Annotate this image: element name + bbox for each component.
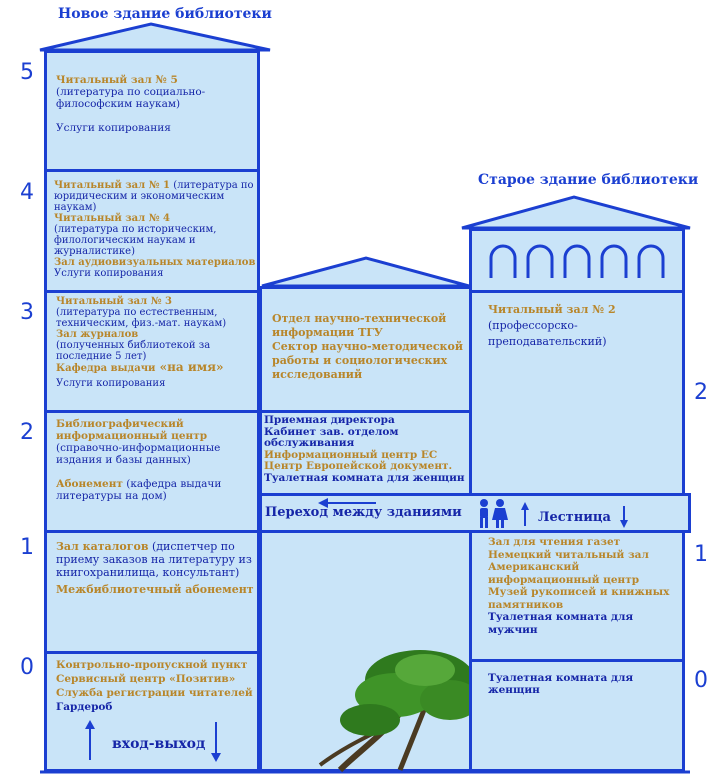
arrow-down-icon bbox=[620, 520, 628, 528]
copy-service-3[interactable]: Услуги копирования bbox=[56, 378, 166, 389]
reading-hall-2-desc: (профессорско-преподавательский) bbox=[488, 319, 607, 348]
window-icon bbox=[491, 246, 515, 278]
dept-named[interactable]: Кафедра выдачи bbox=[56, 363, 156, 374]
manuscript-museum[interactable]: Музей рукописей и книжных памятников bbox=[488, 586, 670, 611]
biblio-center[interactable]: Библиографический информационный центр bbox=[56, 418, 208, 442]
subscription[interactable]: Абонемент bbox=[56, 478, 123, 490]
entry-exit[interactable]: вход-выход bbox=[112, 736, 206, 752]
arrow-up-icon bbox=[521, 502, 529, 510]
tree-illustration bbox=[300, 640, 480, 775]
interlibrary[interactable]: Межбиблиотечный абонемент bbox=[56, 583, 254, 596]
floor3-text bbox=[56, 296, 256, 389]
newspaper-hall[interactable]: Зал для чтения газет bbox=[488, 536, 621, 548]
old-floor-label-1: 1 bbox=[694, 542, 708, 567]
info-dept[interactable]: Отдел научно-технической информации ТГУ bbox=[272, 312, 447, 339]
dept-named-b: «на имя» bbox=[155, 360, 224, 374]
head-office[interactable]: Кабинет зав. отделом обслуживания bbox=[264, 425, 399, 449]
eu-center[interactable]: Информационный центр ЕС bbox=[264, 448, 438, 461]
men-toilet[interactable]: Туалетная комната для мужчин bbox=[488, 611, 634, 636]
window-icon bbox=[639, 246, 663, 278]
window-icon bbox=[602, 246, 626, 278]
new-building-roof bbox=[40, 24, 270, 50]
biblio-center-desc: (справочно-информационные издания и базы данных) bbox=[56, 442, 221, 466]
research-sector[interactable]: Сектор научно-методической работы и социологических исследований bbox=[272, 340, 463, 381]
old-building-title: Старое здание библиотеки bbox=[478, 172, 699, 188]
wardrobe[interactable]: Гардероб bbox=[56, 701, 113, 713]
checkpoint[interactable]: Контрольно-пропускной пункт bbox=[56, 659, 248, 671]
floor-label-5: 5 bbox=[20, 60, 34, 85]
reading-hall-4[interactable]: Читальный зал № 4 bbox=[54, 213, 171, 224]
arrow-up-icon bbox=[85, 720, 95, 729]
reading-hall-3-desc: (литература по естественным, техническим, физ.-мат. наукам) bbox=[56, 307, 227, 329]
middle-floor2-text bbox=[264, 415, 470, 484]
reading-hall-3[interactable]: Читальный зал № 3 bbox=[56, 296, 173, 307]
catalog-hall[interactable]: Зал каталогов bbox=[56, 540, 149, 553]
journals-hall-desc: (полученных библиотекой за последние 5 лет) bbox=[56, 340, 211, 362]
floor2-text bbox=[56, 418, 256, 502]
people-icon bbox=[480, 499, 508, 528]
catalog-hall-desc: (диспетчер по приему заказов на литературу из книгохранилища, консультант) bbox=[56, 540, 252, 579]
reading-hall-4-desc: (литература по историческим, филологическим наукам и журналистике) bbox=[54, 224, 217, 257]
attic-windows bbox=[488, 240, 668, 280]
window-icon bbox=[528, 246, 552, 278]
subscription-desc: (кафедра выдачи литературы на дом) bbox=[56, 478, 222, 502]
middle-floor3-text bbox=[272, 312, 468, 382]
middle-roof bbox=[262, 258, 469, 286]
floor-label-4: 4 bbox=[20, 180, 34, 205]
floor-label-3: 3 bbox=[20, 300, 34, 325]
new-building-title: Новое здание библиотеки bbox=[58, 6, 272, 22]
old-floor1-text bbox=[488, 536, 684, 636]
window-icon bbox=[565, 246, 589, 278]
copy-service-5[interactable]: Услуги копирования bbox=[56, 122, 171, 134]
old-floor-label-2: 2 bbox=[694, 380, 708, 405]
old-building-roof bbox=[462, 197, 690, 228]
floor1-text bbox=[56, 540, 256, 596]
old-floor2-text bbox=[488, 302, 678, 350]
av-hall[interactable]: Зал аудиовизуальных материалов bbox=[54, 257, 256, 268]
women-toilet-old[interactable]: Туалетная комната для женщин bbox=[488, 672, 634, 696]
german-hall[interactable]: Немецкий читальный зал bbox=[488, 548, 649, 561]
old-floor-label-0: 0 bbox=[694, 668, 708, 693]
reception[interactable]: Приемная директора bbox=[264, 414, 395, 426]
reading-hall-5[interactable]: Читальный зал № 5 bbox=[56, 74, 178, 86]
women-toilet-middle[interactable]: Туалетная комната для женщин bbox=[264, 471, 465, 484]
floor4-text bbox=[54, 180, 258, 279]
stairs-label[interactable]: Лестница bbox=[538, 510, 611, 525]
journals-hall[interactable]: Зал журналов bbox=[56, 329, 139, 340]
floor0-text bbox=[56, 658, 256, 714]
registration[interactable]: Служба регистрации читателей bbox=[56, 687, 253, 699]
service-center[interactable]: Сервисный центр «Позитив» bbox=[56, 673, 236, 685]
floor-label-1: 1 bbox=[20, 535, 34, 560]
reading-hall-5-desc: (литература по социально-философским наукам) bbox=[56, 86, 206, 110]
reading-hall-1[interactable]: Читальный зал № 1 bbox=[54, 180, 171, 191]
floor-label-0: 0 bbox=[20, 655, 34, 680]
eu-docs[interactable]: Центр Европейской документ. bbox=[264, 460, 453, 472]
reading-hall-1-desc: (литература по юридическим и экономическим наукам) bbox=[54, 180, 254, 213]
floor-label-2: 2 bbox=[20, 420, 34, 445]
copy-service-4[interactable]: Услуги копирования bbox=[54, 268, 164, 279]
arrow-down-icon bbox=[211, 753, 221, 762]
passage-label[interactable]: Переход между зданиями bbox=[265, 505, 462, 520]
american-center[interactable]: Американский информационный центр bbox=[488, 561, 640, 586]
floor5-text bbox=[56, 74, 256, 134]
reading-hall-2[interactable]: Читальный зал № 2 bbox=[488, 303, 616, 316]
